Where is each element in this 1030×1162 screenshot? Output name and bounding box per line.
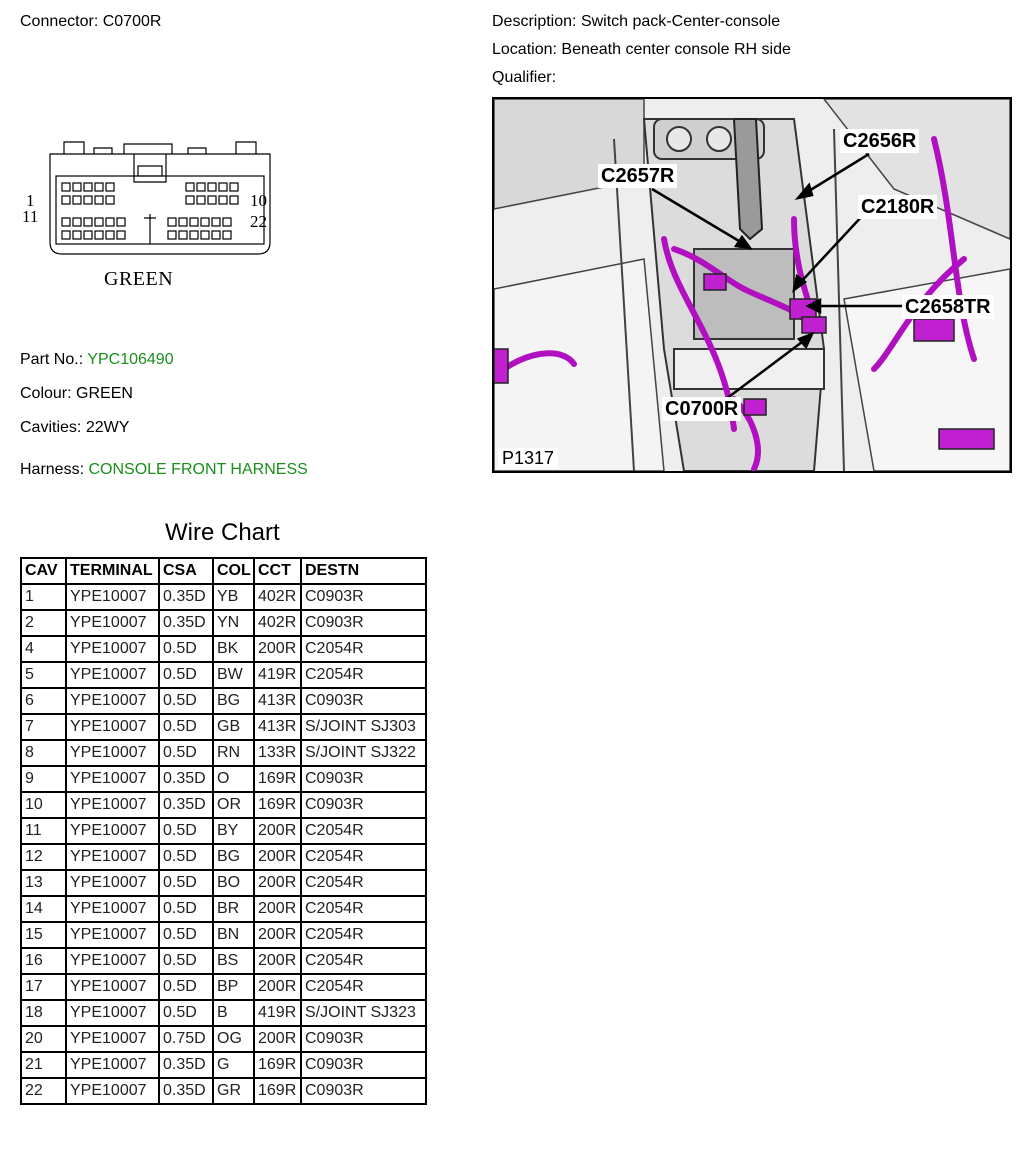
cell-col: BY bbox=[214, 819, 255, 845]
cell-csa: 0.35D bbox=[160, 585, 214, 611]
cell-terminal: YPE10007 bbox=[67, 767, 160, 793]
cell-terminal: YPE10007 bbox=[67, 585, 160, 611]
cell-terminal: YPE10007 bbox=[67, 715, 160, 741]
cell-csa: 0.35D bbox=[160, 1079, 214, 1103]
connector-heading bbox=[20, 12, 161, 32]
connector-label: Connector: bbox=[20, 13, 99, 30]
cell-terminal: YPE10007 bbox=[67, 1053, 160, 1079]
pin-number-bottom-left: 11 bbox=[22, 207, 39, 226]
column-header-cct: CCT bbox=[255, 559, 302, 585]
cell-csa: 0.5D bbox=[160, 923, 214, 949]
cell-cav: 6 bbox=[22, 689, 67, 715]
cavities-label: Cavities: bbox=[20, 419, 82, 436]
cell-terminal: YPE10007 bbox=[67, 897, 160, 923]
cell-cct: 200R bbox=[255, 949, 302, 975]
qualifier-label: Qualifier: bbox=[492, 69, 557, 86]
photo-callout-c2657r: C2657R bbox=[598, 164, 677, 188]
photo-reference: P1317 bbox=[498, 448, 558, 469]
cell-csa: 0.5D bbox=[160, 897, 214, 923]
cell-csa: 0.75D bbox=[160, 1027, 214, 1053]
cell-destn: C2054R bbox=[302, 949, 425, 975]
cell-col: BP bbox=[214, 975, 255, 1001]
cell-destn: C2054R bbox=[302, 897, 425, 923]
cell-cct: 413R bbox=[255, 689, 302, 715]
cell-col: BG bbox=[214, 689, 255, 715]
column-header-csa: CSA bbox=[160, 559, 214, 585]
cell-destn: C0903R bbox=[302, 611, 425, 637]
photo-callout-c2180r: C2180R bbox=[858, 195, 937, 219]
cell-cav: 17 bbox=[22, 975, 67, 1001]
cell-cct: 419R bbox=[255, 1001, 302, 1027]
cell-terminal: YPE10007 bbox=[67, 611, 160, 637]
cell-col: BS bbox=[214, 949, 255, 975]
cell-csa: 0.35D bbox=[160, 1053, 214, 1079]
cell-cct: 200R bbox=[255, 845, 302, 871]
table-row bbox=[22, 611, 425, 637]
cell-cav: 2 bbox=[22, 611, 67, 637]
table-row bbox=[22, 1027, 425, 1053]
table-row bbox=[22, 975, 425, 1001]
cell-col: BW bbox=[214, 663, 255, 689]
cell-destn: C0903R bbox=[305, 1082, 364, 1099]
cell-destn: C2054R bbox=[302, 975, 425, 1001]
cavities-row bbox=[20, 418, 129, 438]
cell-cav: 13 bbox=[22, 871, 67, 897]
colour-row bbox=[20, 384, 133, 404]
cell-terminal: YPE10007 bbox=[67, 923, 160, 949]
cell-destn: C2054R bbox=[302, 871, 425, 897]
table-row bbox=[22, 715, 425, 741]
cell-csa: 0.5D bbox=[160, 637, 214, 663]
cell-cav: 22 bbox=[22, 1079, 67, 1103]
pin-number-top-right: 10 bbox=[250, 191, 267, 210]
cell-col: YN bbox=[214, 611, 255, 637]
cell-terminal: YPE10007 bbox=[67, 793, 160, 819]
cell-csa: 0.5D bbox=[160, 871, 214, 897]
cell-cct: 200R bbox=[255, 819, 302, 845]
column-header-destn: DESTN bbox=[302, 559, 425, 585]
cell-csa: 0.35D bbox=[160, 793, 214, 819]
cell-csa: 0.5D bbox=[160, 663, 214, 689]
photo-callout-c0700r: C0700R bbox=[662, 397, 741, 421]
table-row bbox=[22, 897, 425, 923]
cell-terminal: YPE10007 bbox=[67, 949, 160, 975]
cell-terminal: YPE10007 bbox=[67, 871, 160, 897]
cell-csa: 0.5D bbox=[160, 689, 214, 715]
cell-terminal: YPE10007 bbox=[67, 975, 160, 1001]
connector-id: C0700R bbox=[102, 13, 162, 30]
cell-cav: 18 bbox=[22, 1001, 67, 1027]
cell-cct: 200R bbox=[255, 1027, 302, 1053]
cell-destn: C0903R bbox=[302, 689, 425, 715]
cell-col: O bbox=[214, 767, 255, 793]
colour-value: GREEN bbox=[76, 385, 133, 402]
cell-destn: S/JOINT SJ323 bbox=[302, 1001, 425, 1027]
cell-cav: 1 bbox=[22, 585, 67, 611]
table-row bbox=[22, 845, 425, 871]
cell-terminal: YPE10007 bbox=[67, 1001, 160, 1027]
cell-col: BG bbox=[214, 845, 255, 871]
cell-cct: 200R bbox=[255, 871, 302, 897]
pin-number-top-left: 1 bbox=[26, 191, 35, 210]
cell-csa: 0.35D bbox=[160, 611, 214, 637]
cell-col: OR bbox=[214, 793, 255, 819]
cell-cav: 4 bbox=[22, 637, 67, 663]
cell-csa: 0.5D bbox=[160, 975, 214, 1001]
cell-cav: 21 bbox=[22, 1053, 67, 1079]
table-row bbox=[22, 637, 425, 663]
table-row bbox=[22, 1001, 425, 1027]
table-row bbox=[22, 793, 425, 819]
cell-cct: 200R bbox=[255, 923, 302, 949]
part-number-row bbox=[20, 350, 174, 370]
cell-destn: C0903R bbox=[302, 1027, 425, 1053]
cell-col: BR bbox=[214, 897, 255, 923]
pin-number-bottom-right: 22 bbox=[250, 212, 267, 231]
column-header-col: COL bbox=[214, 559, 255, 585]
harness-link[interactable]: CONSOLE FRONT HARNESS bbox=[88, 461, 308, 478]
photo-callout-c2658tr: C2658TR bbox=[902, 295, 994, 319]
cell-cav: 9 bbox=[22, 767, 67, 793]
cell-csa: 0.5D bbox=[160, 715, 214, 741]
table-row bbox=[22, 689, 425, 715]
connector-face-diagram bbox=[40, 138, 280, 260]
harness-label: Harness: bbox=[20, 461, 85, 478]
cell-cct: 200R bbox=[255, 975, 302, 1001]
cell-cct: 413R bbox=[255, 715, 302, 741]
cell-csa: 0.5D bbox=[160, 741, 214, 767]
cell-csa: 0.35D bbox=[160, 767, 214, 793]
cell-cct: 419R bbox=[255, 663, 302, 689]
cell-destn: C0903R bbox=[302, 585, 425, 611]
cell-cav: 5 bbox=[22, 663, 67, 689]
cell-destn: C0903R bbox=[302, 767, 425, 793]
cell-col: YB bbox=[214, 585, 255, 611]
cell-cav: 11 bbox=[22, 819, 67, 845]
cell-csa: 0.5D bbox=[160, 949, 214, 975]
table-row bbox=[22, 767, 425, 793]
cell-terminal: YPE10007 bbox=[67, 637, 160, 663]
cell-csa: 0.5D bbox=[160, 845, 214, 871]
cell-terminal: YPE10007 bbox=[67, 663, 160, 689]
colour-label: Colour: bbox=[20, 385, 72, 402]
cell-cct: 200R bbox=[255, 897, 302, 923]
table-row bbox=[22, 741, 425, 767]
cell-cav: 20 bbox=[22, 1027, 67, 1053]
console-illustration-graphic bbox=[494, 99, 1010, 471]
harness-row bbox=[20, 460, 308, 480]
cell-cct: 402R bbox=[255, 611, 302, 637]
cell-terminal: YPE10007 bbox=[67, 1027, 160, 1053]
cell-destn: C2054R bbox=[302, 845, 425, 871]
cell-destn: C2054R bbox=[302, 923, 425, 949]
table-row bbox=[22, 949, 425, 975]
cell-cct: 133R bbox=[255, 741, 302, 767]
cell-cav: 8 bbox=[22, 741, 67, 767]
cell-col: BO bbox=[214, 871, 255, 897]
cell-terminal: YPE10007 bbox=[67, 741, 160, 767]
cavities-value: 22WY bbox=[85, 419, 130, 436]
cell-cct: 169R bbox=[255, 767, 302, 793]
part-number-label: Part No.: bbox=[20, 351, 84, 368]
cell-terminal: YPE10007 bbox=[67, 845, 160, 871]
cell-cav: 15 bbox=[22, 923, 67, 949]
location-row bbox=[492, 40, 791, 60]
cell-col: OG bbox=[214, 1027, 255, 1053]
cell-col: GB bbox=[214, 715, 255, 741]
wire-chart-header-row bbox=[22, 559, 425, 585]
location-value: Beneath center console RH side bbox=[561, 41, 791, 58]
table-row bbox=[22, 871, 425, 897]
table-row bbox=[22, 819, 425, 845]
cell-cct: 169R bbox=[255, 1079, 302, 1103]
description-value: Switch pack-Center-console bbox=[580, 13, 781, 30]
description-row bbox=[492, 12, 780, 32]
cell-destn: S/JOINT SJ303 bbox=[302, 715, 425, 741]
cell-destn: C0903R bbox=[302, 1053, 425, 1079]
photo-callout-c2656r: C2656R bbox=[840, 129, 919, 153]
column-header-cav: CAV bbox=[22, 559, 67, 585]
column-header-terminal: TERMINAL bbox=[67, 559, 160, 585]
table-row bbox=[22, 923, 425, 949]
cell-terminal: YPE10007 bbox=[67, 819, 160, 845]
cell-destn: C2054R bbox=[302, 663, 425, 689]
part-number-link[interactable]: YPC106490 bbox=[87, 351, 174, 368]
cell-col: BN bbox=[214, 923, 255, 949]
cell-cav: 10 bbox=[22, 793, 67, 819]
location-illustration bbox=[492, 97, 1012, 473]
cell-terminal: YPE10007 bbox=[67, 689, 160, 715]
qualifier-row bbox=[492, 68, 556, 88]
description-label: Description: bbox=[492, 13, 577, 30]
cell-cav: 12 bbox=[22, 845, 67, 871]
wire-chart-body bbox=[22, 585, 425, 1103]
cell-destn: S/JOINT SJ322 bbox=[302, 741, 425, 767]
table-row bbox=[22, 663, 425, 689]
cell-cct: 200R bbox=[255, 637, 302, 663]
cell-csa: 0.5D bbox=[160, 1001, 214, 1027]
cell-col: G bbox=[214, 1053, 255, 1079]
cell-destn: C2054R bbox=[302, 637, 425, 663]
location-label: Location: bbox=[492, 41, 557, 58]
cell-destn: C0903R bbox=[302, 793, 425, 819]
cell-col: B bbox=[214, 1001, 255, 1027]
cell-cct: 169R bbox=[255, 1053, 302, 1079]
cell-terminal: YPE10007 bbox=[67, 1079, 160, 1103]
cell-cav: 16 bbox=[22, 949, 67, 975]
cell-destn: C2054R bbox=[302, 819, 425, 845]
wire-chart-title: Wire Chart bbox=[165, 519, 280, 546]
table-row bbox=[22, 585, 425, 611]
cell-csa: 0.5D bbox=[160, 819, 214, 845]
cell-cct: 169R bbox=[255, 793, 302, 819]
cell-col: GR bbox=[214, 1079, 255, 1103]
cell-col: RN bbox=[214, 741, 255, 767]
wire-chart-table bbox=[20, 557, 427, 1105]
table-row bbox=[22, 1079, 425, 1103]
cell-col: BK bbox=[214, 637, 255, 663]
table-row bbox=[22, 1053, 425, 1079]
connector-colour-caption: GREEN bbox=[104, 268, 174, 290]
cell-cav: 14 bbox=[22, 897, 67, 923]
cell-cct: 402R bbox=[255, 585, 302, 611]
cell-cav: 7 bbox=[22, 715, 67, 741]
